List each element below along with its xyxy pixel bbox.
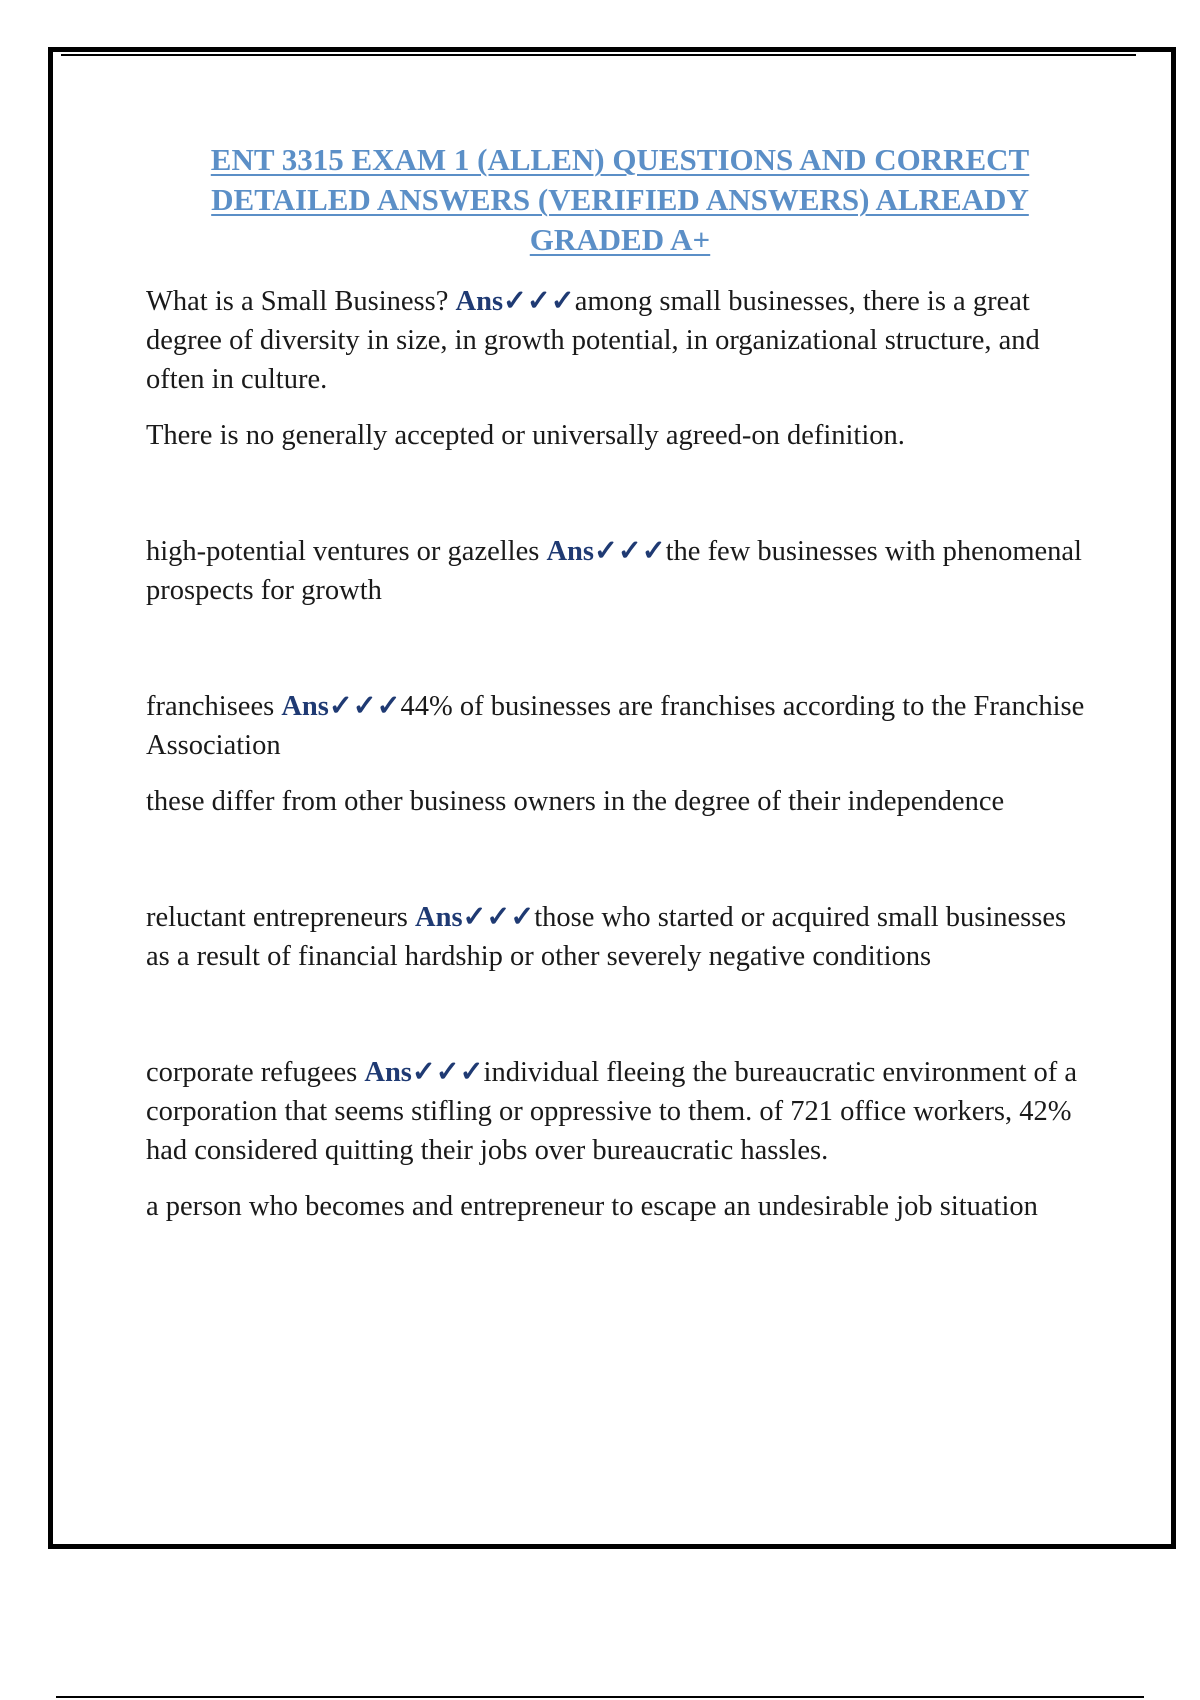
top-rule (61, 54, 1136, 56)
answer-text: those who started or acquired small businesses as a result of financial hardship or other severely negative conditions (146, 902, 1067, 972)
qa-entry (146, 282, 1086, 399)
answer-text: among small businesses, there is a great degree of diversity in size, in growth potential, in organizational structure, and often in culture. (146, 286, 1040, 395)
answer-extra: these differ from other business owners in the degree of their independence (146, 786, 1005, 817)
question-term: high-potential ventures or gazelles (146, 536, 547, 567)
qa-entry (146, 532, 1086, 610)
answer-text: 44% of businesses are franchises according to the Franchise Association (146, 691, 1085, 761)
answer-text: the few businesses with phenomenal prospects for growth (146, 536, 1082, 606)
answer-extra: a person who becomes and entrepreneur to escape an undesirable job situation (146, 1191, 1038, 1222)
question-term: What is a Small Business? (146, 286, 456, 317)
question-term: reluctant entrepreneurs (146, 902, 416, 933)
qa-entry (146, 687, 1086, 765)
qa-content (146, 282, 1086, 1226)
answer-marker: Ans✓✓✓ (415, 902, 535, 933)
question-term: corporate refugees (146, 1057, 365, 1088)
qa-entry (146, 898, 1086, 976)
qa-entry (146, 1053, 1086, 1170)
question-term: franchisees (146, 691, 282, 722)
title-line-2: DETAILED ANSWERS (VERIFIED ANSWERS) ALREADY (211, 182, 1029, 217)
document-title (120, 140, 1120, 260)
footer-rule (56, 1696, 1144, 1698)
answer-marker: Ans✓✓✓ (364, 1057, 484, 1088)
answer-marker: Ans✓✓✓ (546, 536, 666, 567)
answer-marker: Ans✓✓✓ (281, 691, 401, 722)
answer-text: individual fleeing the bureaucratic environment of a corporation that seems stifling or oppressive to them. of 721 office workers, 42% had considered quitting their jobs over bureaucratic hassles. (146, 1057, 1078, 1166)
title-line-3: GRADED A+ (529, 222, 711, 257)
title-line-1: ENT 3315 EXAM 1 (ALLEN) QUESTIONS AND CORRECT (210, 142, 1030, 177)
answer-marker: Ans✓✓✓ (455, 286, 575, 317)
answer-extra: There is no generally accepted or universally agreed-on definition. (146, 420, 905, 451)
